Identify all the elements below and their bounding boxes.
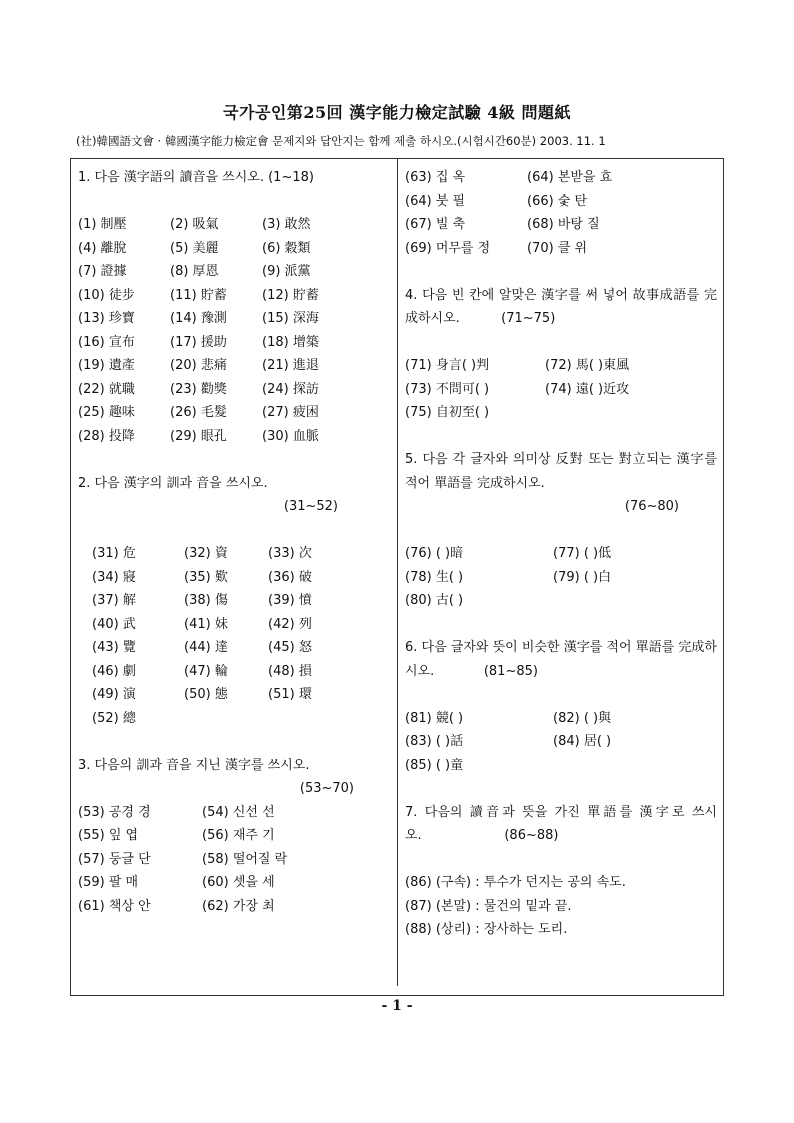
list-item: (25) 趣味 bbox=[78, 405, 135, 420]
list-item: (31) 危 bbox=[92, 546, 136, 561]
list-item: (78) 生( ) bbox=[405, 569, 464, 585]
list-item: (45) 怒 bbox=[268, 640, 312, 655]
list-item: (74) 遠( )近攻 bbox=[545, 381, 630, 397]
list-item: (20) 悲痛 bbox=[170, 358, 227, 373]
list-item: (63) 집 옥 bbox=[405, 170, 466, 185]
list-item: (49) 演 bbox=[92, 687, 136, 702]
list-item: (83) ( )話 bbox=[405, 734, 464, 749]
list-item: (38) 傷 bbox=[184, 593, 228, 608]
list-item: (39) 憤 bbox=[268, 593, 312, 608]
list-item: (24) 探訪 bbox=[262, 381, 319, 397]
list-item: (54) 신선 선 bbox=[202, 804, 275, 820]
section-2-range: (31~52) bbox=[283, 499, 338, 514]
list-item: (7) 證據 bbox=[78, 264, 127, 279]
list-item: (36) 破 bbox=[268, 569, 312, 585]
list-item: (12) 貯蓄 bbox=[262, 287, 319, 303]
list-item: (46) 劇 bbox=[92, 663, 136, 679]
list-item: (84) 居( ) bbox=[553, 734, 612, 749]
list-item: (53) 공경 경 bbox=[78, 804, 151, 820]
left-column bbox=[78, 166, 390, 918]
list-item: (2) 吸氣 bbox=[170, 217, 219, 232]
list-item: (21) 進退 bbox=[262, 358, 319, 373]
list-item: (30) 血脈 bbox=[262, 428, 319, 444]
list-item: (68) 바탕 질 bbox=[527, 217, 600, 232]
list-item: (29) 眼孔 bbox=[170, 428, 227, 444]
section-2-heading: 2. 다음 漢字의 訓과 音을 쓰시오. bbox=[78, 475, 268, 491]
list-item: (88) (상리) : 장사하는 도리. bbox=[405, 922, 568, 937]
list-item: (71) 身言( )判 bbox=[405, 358, 490, 373]
list-item: (56) 재주 기 bbox=[202, 828, 275, 843]
section-5-heading: 5. 다음 각 글자와 의미상 反對 또는 對立되는 漢字를 적어 單語를 完成하시오. bbox=[405, 452, 717, 491]
list-item: (64) 붓 필 bbox=[405, 193, 466, 209]
list-item: (70) 클 위 bbox=[527, 240, 588, 256]
list-item: (77) ( )低 bbox=[553, 546, 612, 561]
list-item: (52) 總 bbox=[92, 710, 136, 726]
list-item: (75) 自初至( ) bbox=[405, 405, 490, 420]
list-item: (1) 制壓 bbox=[78, 217, 127, 232]
list-item: (37) 解 bbox=[92, 593, 136, 608]
list-item: (14) 豫測 bbox=[170, 311, 227, 326]
list-item: (50) 態 bbox=[184, 687, 228, 702]
list-item: (16) 宣布 bbox=[78, 334, 135, 350]
list-item: (34) 寢 bbox=[92, 569, 136, 585]
section-3-range: (53~70) bbox=[299, 781, 354, 796]
list-item: (76) ( )暗 bbox=[405, 546, 464, 561]
list-item: (23) 勸獎 bbox=[170, 381, 227, 397]
list-item: (26) 毛髮 bbox=[170, 405, 227, 420]
list-item: (28) 投降 bbox=[78, 428, 135, 444]
section-3-heading: 3. 다음의 訓과 音을 지닌 漢字를 쓰시오. bbox=[78, 757, 310, 773]
list-item: (11) 貯蓄 bbox=[170, 287, 227, 303]
list-item: (10) 徒步 bbox=[78, 287, 135, 303]
section-4-heading: 4. 다음 빈 칸에 알맞은 漢字를 써 넣어 故事成語를 完成하시오. (71~75) bbox=[405, 287, 717, 326]
list-item: (15) 深海 bbox=[262, 311, 319, 326]
list-item: (51) 環 bbox=[268, 687, 312, 702]
list-item: (48) 損 bbox=[268, 663, 312, 679]
list-item: (61) 책상 안 bbox=[78, 898, 151, 914]
list-item: (47) 輪 bbox=[184, 663, 228, 679]
section-4-range: (71~75) bbox=[501, 311, 556, 326]
list-item: (66) 숯 탄 bbox=[527, 193, 588, 209]
list-item: (59) 팔 매 bbox=[78, 875, 139, 890]
list-item: (42) 列 bbox=[268, 616, 312, 632]
list-item: (55) 잎 엽 bbox=[78, 828, 139, 843]
list-item: (79) ( )白 bbox=[553, 569, 612, 585]
section-5-range: (76~80) bbox=[624, 499, 679, 514]
section-2-items bbox=[78, 542, 390, 730]
list-item: (44) 達 bbox=[184, 640, 228, 655]
section-6-range: (81~85) bbox=[483, 663, 538, 679]
section-3-items bbox=[78, 801, 390, 919]
list-item: (13) 珍寶 bbox=[78, 311, 135, 326]
section-6-heading: 6. 다음 글자와 뜻이 비슷한 漢字를 적어 單語를 完成하시오. (81~85) bbox=[405, 640, 717, 679]
list-item: (62) 가장 최 bbox=[202, 898, 275, 914]
exam-title: 국가공인第25回 漢字能力檢定試驗 4級 問題紙 bbox=[223, 103, 571, 122]
exam-subtitle: (社)韓國語文會 · 韓國漢字能力檢定會 문제지와 답안지는 함께 제출 하시오.(시험시간60분) 2003. 11. 1 bbox=[76, 134, 606, 148]
list-item: (86) (구속) : 투수가 던지는 공의 속도. bbox=[405, 875, 626, 890]
list-item: (19) 遺產 bbox=[78, 358, 135, 373]
page-number: - 1 - bbox=[381, 998, 413, 1014]
list-item: (4) 離脫 bbox=[78, 240, 127, 256]
list-item: (18) 增築 bbox=[262, 334, 319, 350]
list-item: (9) 派黨 bbox=[262, 264, 311, 279]
list-item: (5) 美麗 bbox=[170, 240, 219, 256]
list-item: (43) 覽 bbox=[92, 640, 136, 655]
list-item: (27) 疲困 bbox=[262, 405, 319, 420]
list-item: (80) 古( ) bbox=[405, 593, 464, 608]
list-item: (8) 厚恩 bbox=[170, 264, 219, 279]
list-item: (17) 援助 bbox=[170, 334, 227, 350]
section-3-continued-items bbox=[405, 166, 717, 260]
list-item: (69) 머무를 정 bbox=[405, 240, 491, 256]
section-1-items bbox=[78, 213, 390, 448]
list-item: (33) 次 bbox=[268, 546, 312, 561]
list-item: (81) 競( ) bbox=[405, 710, 464, 726]
list-item: (40) 武 bbox=[92, 616, 136, 632]
section-7-heading: 7. 다음의 讀音과 뜻을 가진 單語를 漢字로 쓰시오. (86~88) bbox=[405, 804, 717, 843]
list-item: (85) ( )童 bbox=[405, 757, 464, 773]
list-item: (60) 셋을 세 bbox=[202, 875, 275, 890]
list-item: (57) 둥글 단 bbox=[78, 851, 151, 867]
section-4-items bbox=[405, 354, 717, 425]
list-item: (41) 妹 bbox=[184, 616, 228, 632]
list-item: (32) 資 bbox=[184, 546, 228, 561]
list-item: (73) 不問可( ) bbox=[405, 381, 490, 397]
column-divider bbox=[397, 158, 398, 986]
list-item: (64) 본받을 효 bbox=[527, 170, 613, 185]
section-5-items bbox=[405, 542, 717, 613]
list-item: (67) 빌 축 bbox=[405, 217, 466, 232]
list-item: (58) 떨어질 락 bbox=[202, 851, 288, 867]
list-item: (3) 敢然 bbox=[262, 217, 311, 232]
list-item: (82) ( )與 bbox=[553, 710, 612, 726]
list-item: (87) (본말) : 물건의 밑과 끝. bbox=[405, 898, 572, 914]
list-item: (35) 歎 bbox=[184, 569, 228, 585]
section-1-heading: 1. 다음 漢字語의 讀音을 쓰시오. (1~18) bbox=[78, 170, 314, 185]
section-7-range: (86~88) bbox=[504, 828, 559, 843]
list-item: (72) 馬( )東風 bbox=[545, 358, 630, 373]
section-6-items bbox=[405, 707, 717, 778]
list-item: (22) 就職 bbox=[78, 381, 135, 397]
list-item: (6) 穀類 bbox=[262, 240, 311, 256]
right-column bbox=[405, 166, 717, 942]
